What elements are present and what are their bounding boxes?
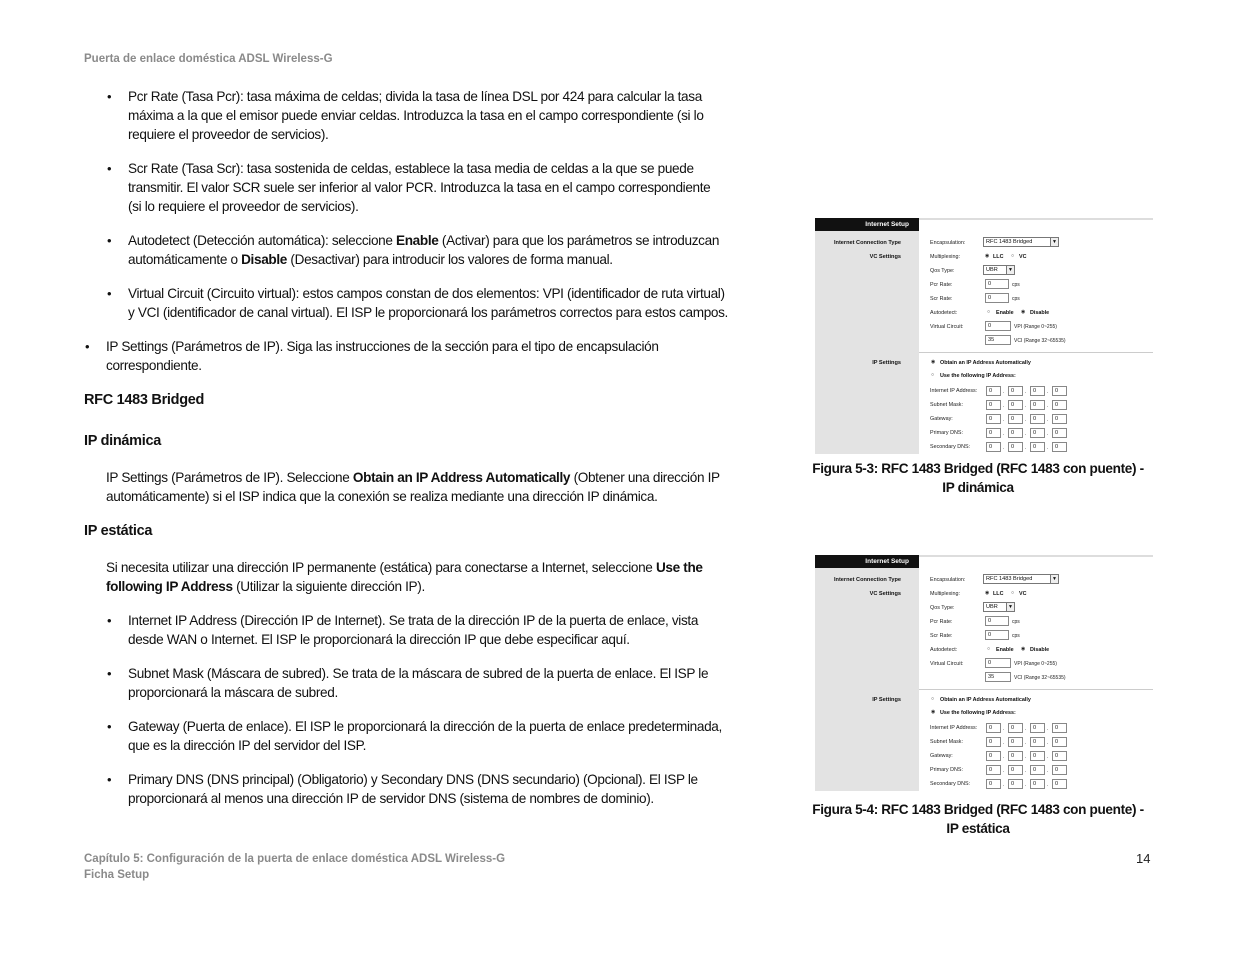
encapsulation-select[interactable] [983, 574, 1059, 584]
heading-ip-estatica: IP estática [84, 523, 153, 539]
octet-separator: . [1003, 403, 1005, 409]
qos-type-value: UBR [986, 604, 998, 610]
top-divider [919, 555, 1153, 557]
gateway-octet-2[interactable]: 0 [1008, 751, 1023, 761]
qos-type-select[interactable] [983, 265, 1015, 275]
internet-ip-address-octet-2[interactable]: 0 [1008, 723, 1023, 733]
scr-rate-label: Scr Rate: [930, 633, 953, 639]
octet-separator: . [1025, 740, 1027, 746]
pcr-unit: cps [1012, 619, 1020, 625]
top-divider [919, 218, 1153, 220]
enable-label: Enable [996, 647, 1014, 653]
octet-separator: . [1025, 768, 1027, 774]
pcr-rate-label: Pcr Rate: [930, 282, 953, 288]
gateway-octet-4[interactable]: 0 [1052, 414, 1067, 424]
radio-llc[interactable]: ◉ [985, 253, 990, 259]
vpi-input[interactable]: 0 [985, 321, 1011, 331]
bullet-marker: • [107, 233, 112, 248]
qos-type-value: UBR [986, 267, 998, 273]
octet-separator: . [1025, 417, 1027, 423]
subnet-mask-octet-3[interactable]: 0 [1030, 400, 1045, 410]
section-divider [919, 352, 1153, 353]
paragraph-static-ip: Si necesita utilizar una dirección IP permanente (estática) para conectarse a Internet, seleccione Use the following IP Address (Utilizar la siguiente dirección IP). [106, 560, 703, 594]
subnet-mask-octet-1[interactable]: 0 [986, 737, 1001, 747]
encapsulation-label: Encapsulation: [930, 240, 966, 246]
primary-dns-label: Primary DNS: [930, 767, 963, 773]
secondary-dns-octet-3[interactable]: 0 [1030, 779, 1045, 789]
bullet-marker: • [85, 339, 90, 354]
gateway-label: Gateway: [930, 753, 953, 759]
primary-dns-octet-1[interactable]: 0 [986, 765, 1001, 775]
bullet-dns: Primary DNS (DNS principal) (Obligatorio) y Secondary DNS (DNS secundario) (Opcional). El ISP le proporcionará al menos una dirección IP de servidor DNS (sistema de nombres de dominio). [128, 772, 698, 806]
bullet-marker: • [107, 772, 112, 787]
octet-separator: . [1047, 417, 1049, 423]
ip-settings-label: IP Settings [872, 697, 901, 703]
pcr-rate-input[interactable]: 0 [985, 279, 1009, 289]
subnet-mask-octet-3[interactable]: 0 [1030, 737, 1045, 747]
subnet-mask-octet-2[interactable]: 0 [1008, 400, 1023, 410]
disable-label: Disable [1030, 647, 1050, 653]
chevron-down-icon: ▼ [1050, 575, 1058, 583]
octet-separator: . [1025, 389, 1027, 395]
scr-unit: cps [1012, 633, 1020, 639]
primary-dns-octet-4[interactable]: 0 [1052, 765, 1067, 775]
radio-enable[interactable]: ○ [987, 309, 991, 315]
encapsulation-value: RFC 1483 Bridged [986, 239, 1033, 245]
internet-ip-address-octet-4[interactable]: 0 [1052, 723, 1067, 733]
octet-separator: . [1003, 389, 1005, 395]
llc-label: LLC [993, 254, 1004, 260]
figure-5-4-caption: Figura 5-4: RFC 1483 Bridged (RFC 1483 con puente) - IP estática [812, 802, 1144, 836]
bullet-gateway: Gateway (Puerta de enlace). El ISP le proporcionará la dirección de la puerta de enlace predeterminada, que es la dirección IP del servidor del ISP. [128, 719, 722, 753]
radio-vc[interactable]: ○ [1011, 253, 1015, 259]
bullet-subnet-mask: Subnet Mask (Máscara de subred). Se trata de la máscara de subred de la puerta de enlace. El ISP le proporcionará la máscara de subred. [128, 666, 709, 700]
bullet-pcr-rate: Pcr Rate (Tasa Pcr): tasa máxima de celdas; divida la tasa de línea DSL por 424 para calcular la tasa máxima a la que el emisor puede enviar celdas. Introduzca la tasa en el campo correspondiente (si lo requiere el proveedor de servicios). [128, 89, 704, 142]
octet-separator: . [1047, 431, 1049, 437]
internet-connection-type-label: Internet Connection Type [833, 577, 901, 583]
running-header: Puerta de enlace doméstica ADSL Wireless-G [84, 53, 333, 65]
heading-rfc-1483-bridged: RFC 1483 Bridged [84, 392, 205, 408]
gateway-octet-3[interactable]: 0 [1030, 751, 1045, 761]
internet-ip-address-label: Internet IP Address: [930, 725, 978, 731]
qos-type-label: Qos Type: [930, 268, 955, 274]
use-following-label: Use the following IP Address: [940, 710, 1016, 716]
internet-ip-address-octet-3[interactable]: 0 [1030, 723, 1045, 733]
bullet-virtual-circuit: Virtual Circuit (Circuito virtual): estos campos constan de dos elementos: VPI (identificador de ruta virtual) y VCI (identificador de canal virtual). El ISP le proporcionará los parámetros correctos para estos campos. [128, 286, 728, 320]
llc-label: LLC [993, 591, 1004, 597]
octet-separator: . [1047, 726, 1049, 732]
primary-dns-octet-3[interactable]: 0 [1030, 428, 1045, 438]
qos-type-select[interactable] [983, 602, 1015, 612]
internet-setup-title: Internet Setup [815, 218, 919, 231]
bullet-marker: • [107, 613, 112, 628]
radio-obtain-auto[interactable]: ◉ [931, 359, 936, 365]
vc-label: VC [1019, 254, 1027, 260]
internet-ip-address-octet-4[interactable]: 0 [1052, 386, 1067, 396]
chevron-down-icon: ▼ [1050, 238, 1058, 246]
octet-separator: . [1003, 417, 1005, 423]
virtual-circuit-label: Virtual Circuit: [930, 661, 964, 667]
internet-ip-address-octet-3[interactable]: 0 [1030, 386, 1045, 396]
octet-separator: . [1025, 782, 1027, 788]
octet-separator: . [1047, 782, 1049, 788]
bullet-internet-ip-address: Internet IP Address (Dirección IP de Internet). Se trata de la dirección IP de la puerta de enlace, vista desde WAN o Internet. El ISP le proporcionará la dirección IP que debe especificar aquí. [128, 613, 699, 647]
ip-settings-label: IP Settings [872, 360, 901, 366]
bullet-autodetect: Autodetect (Detección automática): seleccione Enable (Activar) para que los parámetros se introduzcan automáticamente o Disable (Desactivar) para introducir los valores de forma manual. [128, 233, 720, 267]
secondary-dns-octet-1[interactable]: 0 [986, 442, 1001, 452]
secondary-dns-label: Secondary DNS: [930, 444, 971, 450]
secondary-dns-octet-1[interactable]: 0 [986, 779, 1001, 789]
encapsulation-value: RFC 1483 Bridged [986, 576, 1033, 582]
bullet-marker: • [107, 161, 112, 176]
octet-separator: . [1003, 782, 1005, 788]
vpi-input[interactable]: 0 [985, 658, 1011, 668]
scr-rate-input[interactable]: 0 [985, 630, 1009, 640]
page-footer: Capítulo 5: Configuración de la puerta de enlace doméstica ADSL Wireless-G Ficha Setup [84, 853, 506, 881]
internet-ip-address-octet-2[interactable]: 0 [1008, 386, 1023, 396]
subnet-mask-octet-2[interactable]: 0 [1008, 737, 1023, 747]
vci-range: VCI (Range 32~65535) [1014, 338, 1066, 344]
secondary-dns-octet-3[interactable]: 0 [1030, 442, 1045, 452]
secondary-dns-label: Secondary DNS: [930, 781, 971, 787]
radio-use-following[interactable]: ○ [931, 372, 935, 378]
gateway-octet-1[interactable]: 0 [986, 751, 1001, 761]
gateway-octet-3[interactable]: 0 [1030, 414, 1045, 424]
radio-llc[interactable]: ◉ [985, 590, 990, 596]
enable-label: Enable [996, 310, 1014, 316]
octet-separator: . [1003, 768, 1005, 774]
octet-separator: . [1025, 431, 1027, 437]
octet-separator: . [1047, 754, 1049, 760]
subnet-mask-octet-4[interactable]: 0 [1052, 400, 1067, 410]
multiplexing-label: Multiplexing: [930, 591, 960, 597]
bullet-marker: • [107, 719, 112, 734]
subnet-mask-octet-4[interactable]: 0 [1052, 737, 1067, 747]
radio-enable[interactable]: ○ [987, 646, 991, 652]
autodetect-label: Autodetect: [930, 647, 958, 653]
gateway-octet-1[interactable]: 0 [986, 414, 1001, 424]
subnet-mask-label: Subnet Mask: [930, 739, 963, 745]
primary-dns-label: Primary DNS: [930, 430, 963, 436]
octet-separator: . [1025, 403, 1027, 409]
bullet-scr-rate: Scr Rate (Tasa Scr): tasa sostenida de celdas, establece la tasa media de celdas a la que se puede transmitir. El valor SCR suele ser inferior al valor PCR. Introduzca la tasa en el campo correspondiente (si lo requiere el proveedor de servicios). [128, 161, 711, 214]
octet-separator: . [1003, 754, 1005, 760]
scr-unit: cps [1012, 296, 1020, 302]
octet-separator: . [1047, 768, 1049, 774]
subnet-mask-label: Subnet Mask: [930, 402, 963, 408]
secondary-dns-octet-4[interactable]: 0 [1052, 779, 1067, 789]
secondary-dns-octet-2[interactable]: 0 [1008, 442, 1023, 452]
qos-type-label: Qos Type: [930, 605, 955, 611]
octet-separator: . [1025, 754, 1027, 760]
primary-dns-octet-1[interactable]: 0 [986, 428, 1001, 438]
figure-5-4-screenshot [815, 555, 1153, 791]
section-divider [919, 689, 1153, 690]
octet-separator: . [1003, 431, 1005, 437]
figure-5-3-screenshot [815, 218, 1153, 454]
gateway-label: Gateway: [930, 416, 953, 422]
multiplexing-label: Multiplexing: [930, 254, 960, 260]
virtual-circuit-label: Virtual Circuit: [930, 324, 964, 330]
gateway-octet-4[interactable]: 0 [1052, 751, 1067, 761]
pcr-rate-label: Pcr Rate: [930, 619, 953, 625]
internet-ip-address-octet-1[interactable]: 0 [986, 386, 1001, 396]
heading-ip-dinamica: IP dinámica [84, 433, 162, 449]
page-number: 14 [1136, 851, 1151, 866]
bullet-marker: • [107, 666, 112, 681]
vc-settings-label: VC Settings [869, 591, 901, 597]
secondary-dns-octet-4[interactable]: 0 [1052, 442, 1067, 452]
radio-use-following[interactable]: ◉ [931, 709, 936, 715]
internet-connection-type-label: Internet Connection Type [833, 240, 901, 246]
pcr-unit: cps [1012, 282, 1020, 288]
radio-vc[interactable]: ○ [1011, 590, 1015, 596]
internet-ip-address-octet-1[interactable]: 0 [986, 723, 1001, 733]
bullet-ip-settings: IP Settings (Parámetros de IP). Siga las instrucciones de la sección para el tipo de encapsulación correspondiente. [106, 339, 659, 373]
encapsulation-label: Encapsulation: [930, 577, 966, 583]
octet-separator: . [1047, 389, 1049, 395]
internet-setup-title: Internet Setup [815, 555, 919, 568]
octet-separator: . [1047, 403, 1049, 409]
octet-separator: . [1003, 726, 1005, 732]
scr-rate-label: Scr Rate: [930, 296, 953, 302]
subnet-mask-octet-1[interactable]: 0 [986, 400, 1001, 410]
vpi-range: VPI (Range 0~255) [1014, 661, 1057, 667]
primary-dns-octet-4[interactable]: 0 [1052, 428, 1067, 438]
paragraph-dynamic-ip: IP Settings (Parámetros de IP). Seleccione Obtain an IP Address Automatically (Obtener una dirección IP automáticamente) si el ISP indica que la conexión se realiza mediante una dirección IP dinámica. [106, 470, 720, 504]
bullet-marker: • [107, 286, 112, 301]
scr-rate-input[interactable]: 0 [985, 293, 1009, 303]
obtain-auto-label: Obtain an IP Address Automatically [940, 360, 1031, 366]
octet-separator: . [1003, 445, 1005, 451]
chevron-down-icon: ▼ [1006, 266, 1014, 274]
primary-dns-octet-2[interactable]: 0 [1008, 428, 1023, 438]
vc-label: VC [1019, 591, 1027, 597]
encapsulation-select[interactable] [983, 237, 1059, 247]
figure-5-3-caption: Figura 5-3: RFC 1483 Bridged (RFC 1483 con puente) - IP dinámica [812, 461, 1144, 495]
vpi-range: VPI (Range 0~255) [1014, 324, 1057, 330]
radio-obtain-auto[interactable]: ○ [931, 696, 935, 702]
radio-disable[interactable]: ◉ [1021, 309, 1026, 315]
vci-input[interactable]: 35 [985, 335, 1011, 345]
gateway-octet-2[interactable]: 0 [1008, 414, 1023, 424]
pcr-rate-input[interactable]: 0 [985, 616, 1009, 626]
radio-disable[interactable]: ◉ [1021, 646, 1026, 652]
vci-input[interactable]: 35 [985, 672, 1011, 682]
disable-label: Disable [1030, 310, 1050, 316]
octet-separator: . [1003, 740, 1005, 746]
octet-separator: . [1047, 740, 1049, 746]
chevron-down-icon: ▼ [1006, 603, 1014, 611]
octet-separator: . [1047, 445, 1049, 451]
octet-separator: . [1025, 726, 1027, 732]
primary-dns-octet-2[interactable]: 0 [1008, 765, 1023, 775]
secondary-dns-octet-2[interactable]: 0 [1008, 779, 1023, 789]
internet-ip-address-label: Internet IP Address: [930, 388, 978, 394]
vci-range: VCI (Range 32~65535) [1014, 675, 1066, 681]
primary-dns-octet-3[interactable]: 0 [1030, 765, 1045, 775]
octet-separator: . [1025, 445, 1027, 451]
obtain-auto-label: Obtain an IP Address Automatically [940, 697, 1031, 703]
vc-settings-label: VC Settings [869, 254, 901, 260]
autodetect-label: Autodetect: [930, 310, 958, 316]
use-following-label: Use the following IP Address: [940, 373, 1016, 379]
bullet-marker: • [107, 89, 112, 104]
